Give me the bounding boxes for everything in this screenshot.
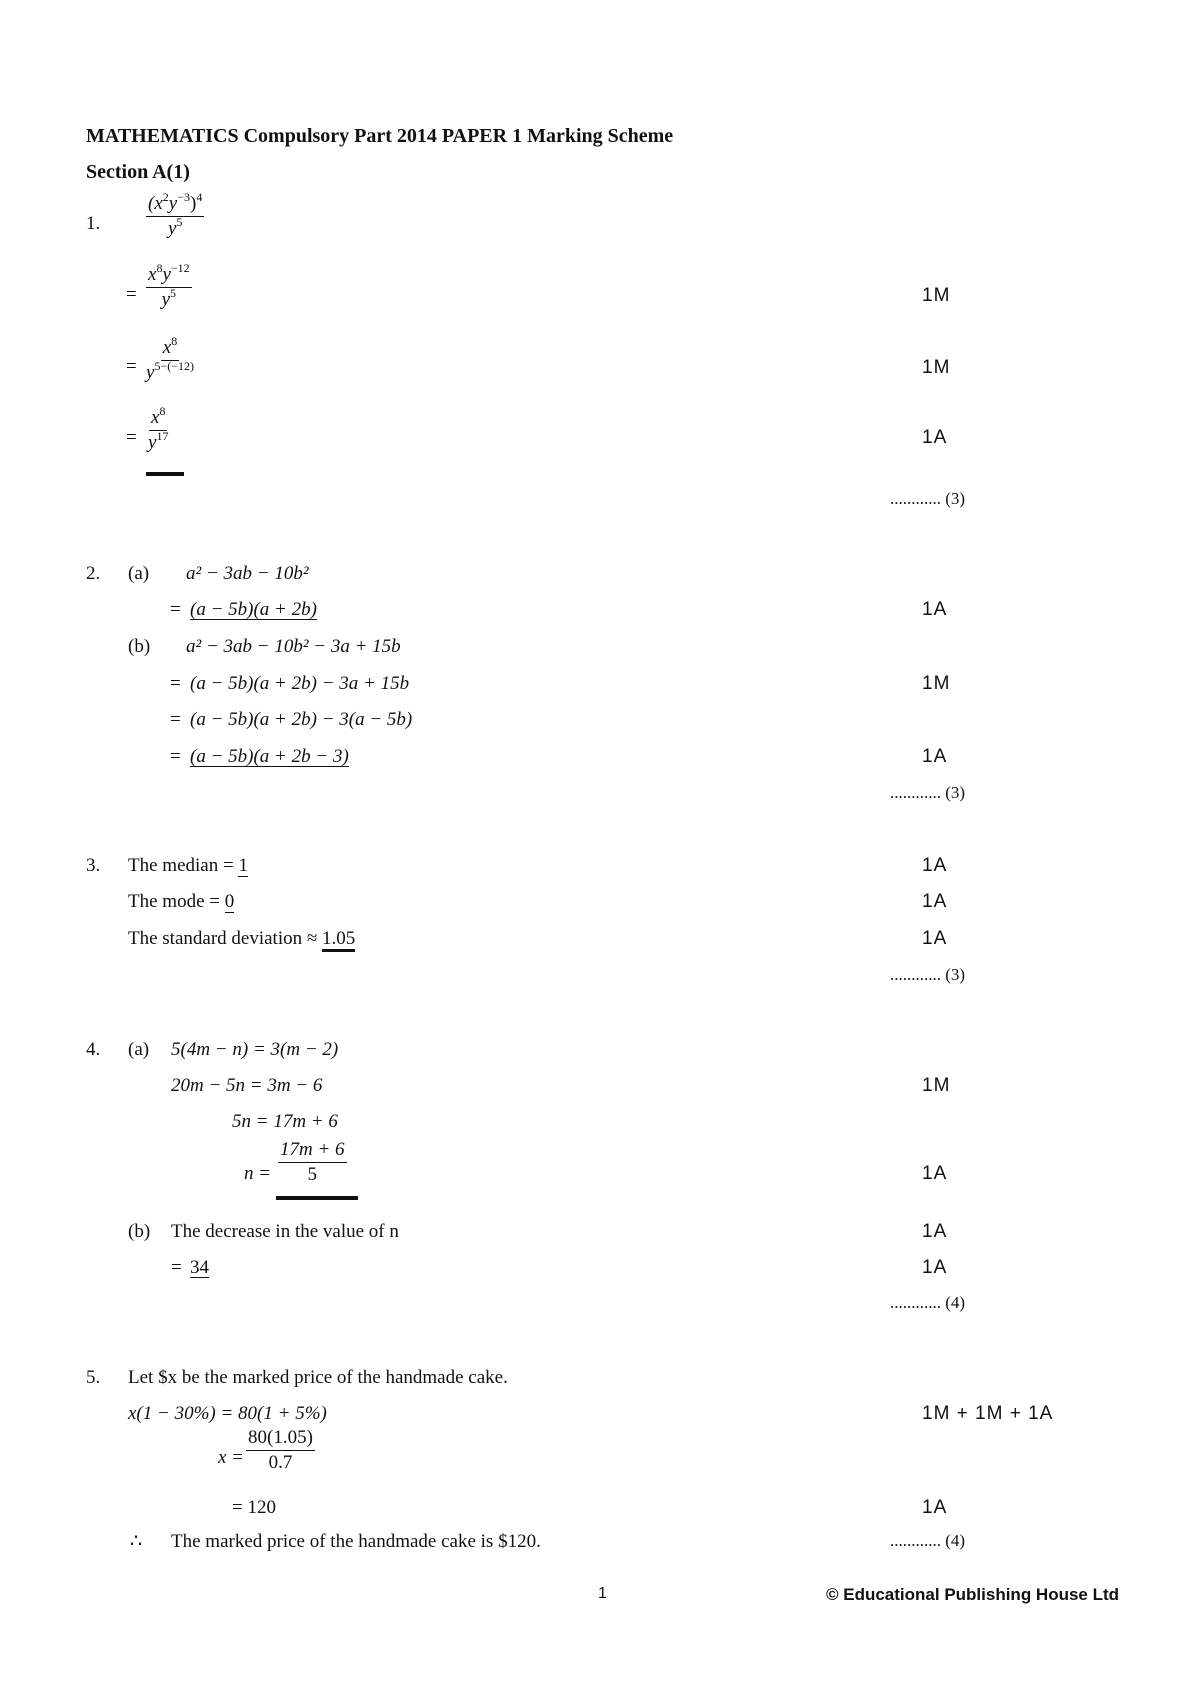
page-number: 1: [598, 1585, 607, 1602]
q5-fraction: $\frac{80(1.05)}{0.7}$: [248, 1427, 313, 1473]
q4-b-eq: =: [171, 1257, 182, 1278]
q2-b-step-1-mark: 1M: [922, 673, 951, 694]
q2-b-label: (b): [128, 636, 151, 657]
q1-step-2: $\frac{x^8}{y^{5-(-12)}}$: [146, 334, 194, 383]
page-title: MATHEMATICS Compulsory Part 2014 PAPER 1 Marking Scheme: [86, 125, 674, 147]
q3-mode-value: 0: [224, 891, 235, 912]
q4-a-answer-underline: [276, 1196, 358, 1200]
q4-a-line-4-mark: 1A: [922, 1163, 948, 1184]
q5-equation-1: x(1 − 30%) = 80(1 + 5%): [128, 1403, 327, 1424]
q5-intro: Let $x be the marked price of the handmade cake.: [128, 1367, 508, 1388]
q2-b-answer: (a − 5b)(a + 2b − 3): [190, 746, 349, 767]
q5-conclusion: The marked price of the handmade cake is $120.: [171, 1531, 541, 1552]
q4-b-mark: 1A: [922, 1221, 948, 1242]
q5-number: 5.: [86, 1367, 101, 1388]
q1-eq-3: =: [126, 427, 137, 448]
q4-a-line-1: 5(4m − n) = 3(m − 2): [171, 1039, 339, 1060]
q1-eq-1: =: [126, 284, 137, 305]
q2-number: 2.: [86, 563, 101, 584]
q2-b-expression: a² − 3ab − 10b² − 3a + 15b: [186, 636, 401, 657]
q4-b-label: (b): [128, 1221, 151, 1242]
section-heading: Section A(1): [86, 161, 190, 183]
q4-number: 4.: [86, 1039, 101, 1060]
q3-sd-value: 1.05: [322, 928, 355, 952]
q3-median: The median = 1: [128, 855, 248, 876]
q1-number: 1.: [86, 213, 101, 234]
q2-a-mark: 1A: [922, 599, 948, 620]
q2-b-step-2: (a − 5b)(a + 2b) − 3(a − 5b): [190, 709, 413, 730]
q4-b-text: The decrease in the value of n: [171, 1221, 399, 1242]
q2-b-step-1: (a − 5b)(a + 2b) − 3a + 15b: [190, 673, 410, 694]
q5-equation-3-mark: 1A: [922, 1497, 948, 1518]
q3-median-value: 1: [238, 855, 248, 876]
q2-b-eq-3: =: [170, 746, 181, 767]
q2-a-label: (a): [128, 563, 150, 584]
q3-total: ............ (3): [890, 965, 966, 984]
q1-mark-1: 1M: [922, 285, 951, 306]
q4-a-line-3: 5n = 17m + 6: [232, 1111, 338, 1132]
q3-mark-3: 1A: [922, 928, 948, 949]
q3-sd: The standard deviation ≈ 1.05: [128, 929, 355, 948]
q5-equation-1-mark: 1M + 1M + 1A: [922, 1403, 1054, 1424]
q1-expression: $\frac{(x^2y^{-3})^4}{y^5}$: [148, 190, 203, 239]
q2-b-eq-2: =: [170, 709, 181, 730]
q2-a-expression: a² − 3ab − 10b²: [186, 563, 309, 584]
q1-mark-2: 1M: [922, 357, 951, 378]
q2-a-eq: =: [170, 599, 181, 620]
q1-mark-3: 1A: [922, 427, 948, 448]
q4-b-answer-mark: 1A: [922, 1257, 948, 1278]
q2-total: ............ (3): [890, 783, 966, 802]
q3-mark-1: 1A: [922, 855, 948, 876]
q1-eq-2: =: [126, 356, 137, 377]
q4-a-line-2: 20m − 5n = 3m − 6: [171, 1075, 323, 1096]
q4-a-label: (a): [128, 1039, 150, 1060]
q5-equation-3: = 120: [232, 1497, 276, 1518]
q1-total: ............ (3): [890, 489, 966, 508]
q3-mode: The mode = 0: [128, 891, 235, 912]
q3-number: 3.: [86, 855, 101, 876]
q1-answer: $\frac{x^8}{y^{17}}$: [148, 404, 169, 453]
q4-a-line-2-mark: 1M: [922, 1075, 951, 1096]
q5-fraction-lhs: x =: [218, 1447, 245, 1468]
q3-mark-2: 1A: [922, 891, 948, 912]
q2-b-eq-1: =: [170, 673, 181, 694]
q2-a-answer: (a − 5b)(a + 2b): [190, 599, 317, 620]
publisher-credit: © Educational Publishing House Ltd: [826, 1585, 1120, 1604]
q4-b-answer: 34: [190, 1257, 209, 1278]
therefore-symbol: ∴: [130, 1531, 143, 1552]
q1-step-1: $\frac{x^8y^{-12}}{y^5}$: [148, 261, 190, 310]
q1-answer-underline: [146, 472, 184, 476]
q5-total: ............ (4): [890, 1531, 966, 1550]
q4-a-answer: $\frac{17m + 6}{5}$: [280, 1139, 345, 1185]
q2-b-answer-mark: 1A: [922, 746, 948, 767]
q4-total: ............ (4): [890, 1293, 966, 1312]
q4-a-line-4-lhs: n =: [244, 1163, 272, 1184]
